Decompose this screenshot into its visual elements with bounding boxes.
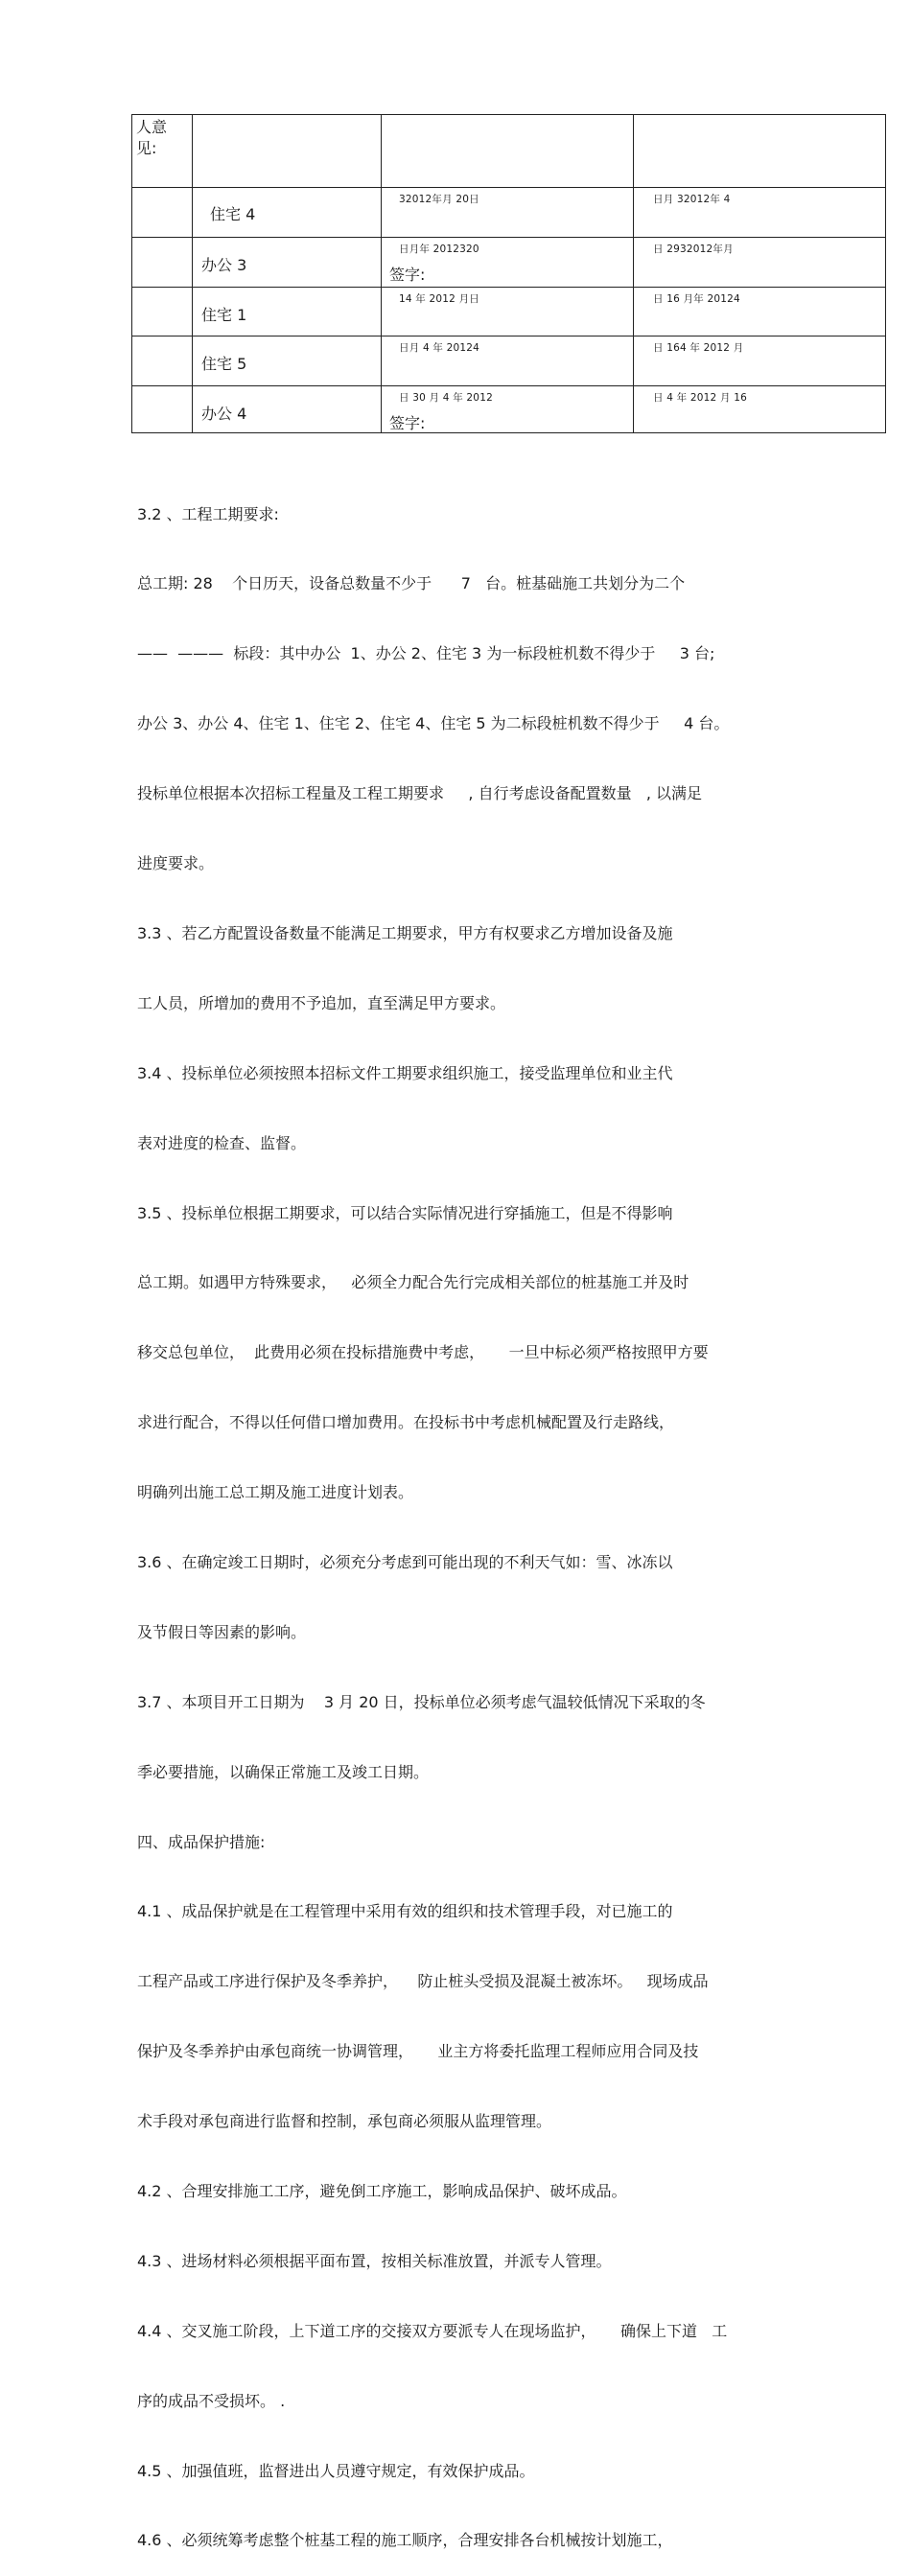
schedule-table	[131, 114, 886, 433]
table-row	[132, 337, 886, 386]
text-line: 4.3 、进场材料必须根据平面布置，按相关标准放置，并派专人管理。	[137, 2251, 612, 2270]
text-line: 求进行配合，不得以任何借口增加费用。在投标书中考虑机械配置及行走路线，	[137, 1413, 675, 1432]
text-line: —— ——— 标段：其中办公 1、办公 2、住宅 3 为一标段桩机数不得少于 3 台;	[137, 644, 715, 663]
table-row	[132, 386, 886, 433]
text-line: 术手段对承包商进行监督和控制，承包商必须服从监理管理。	[137, 2112, 552, 2131]
end-date: 日 2932012年月	[653, 244, 734, 255]
table-row	[132, 188, 886, 238]
empty-cell	[132, 238, 193, 288]
empty-cell	[132, 337, 193, 386]
date-cell	[634, 288, 886, 337]
text-line: 4.4 、交叉施工阶段，上下道工序的交接双方要派专人在现场监护， 确保上下道 工	[137, 2321, 728, 2340]
section-heading: 四、成品保护措施:	[137, 1832, 266, 1851]
opinion-label-line2: 见:	[136, 139, 157, 157]
date-cell	[634, 188, 886, 238]
date-cell	[634, 238, 886, 288]
text-line: 4.5 、加强值班，监督进出人员遵守规定，有效保护成品。	[137, 2461, 535, 2480]
text-line: 3.6 、在确定竣工日期时，必须充分考虑到可能出现的不利天气如：雪、冰冻以	[137, 1552, 673, 1571]
text-line: 工人员，所增加的费用不予追加，直至满足甲方要求。	[137, 993, 506, 1012]
date-cell	[382, 188, 634, 238]
text-line: 及节假日等因素的影响。	[137, 1622, 307, 1641]
text-line: 总工期。如遇甲方特殊要求， 必须全力配合先行完成相关部位的桩基施工并及时	[137, 1273, 689, 1292]
end-date: 日 4 年 2012 月 16	[653, 392, 747, 404]
section-heading: 3.2 、工程工期要求:	[137, 504, 279, 523]
opinion-row	[132, 115, 886, 188]
empty-cell	[132, 188, 193, 238]
date-cell	[634, 337, 886, 386]
date-cell	[382, 337, 634, 386]
start-date: 日月 4 年 20124	[399, 342, 479, 354]
building-name: 住宅 4	[210, 205, 256, 223]
text-line: 4.1 、成品保护就是在工程管理中采用有效的组织和技术管理手段，对已施工的	[137, 1902, 673, 1921]
opinion-label-line1: 人意	[136, 118, 168, 136]
table-row	[132, 238, 886, 288]
text-line: 3.5 、投标单位根据工期要求，可以结合实际情况进行穿插施工，但是不得影响	[137, 1203, 673, 1222]
end-date: 日 16 月年 20124	[653, 293, 740, 305]
document-body	[137, 456, 789, 2576]
text-line: 总工期: 28 个日历天，设备总数量不少于 7 台。桩基础施工共划分为二个	[137, 574, 686, 593]
signature-label: 签字:	[389, 414, 426, 432]
start-date: 14 年 2012 月日	[399, 293, 479, 305]
building-name: 办公 4	[201, 405, 247, 423]
text-line: 序的成品不受损坏。 .	[137, 2391, 286, 2410]
start-date: 日月年 2012320	[399, 244, 479, 255]
signature-label: 签字:	[389, 266, 426, 284]
building-cell	[193, 386, 382, 433]
date-cell	[382, 238, 634, 288]
empty-cell	[634, 115, 886, 188]
building-cell	[193, 288, 382, 337]
text-line: 4.6 、必须统筹考虑整个桩基工程的施工顺序，合理安排各台机械按计划施工，	[137, 2531, 673, 2550]
building-cell	[193, 238, 382, 288]
date-cell	[382, 386, 634, 433]
building-name: 办公 3	[201, 256, 247, 274]
start-date: 日 30 月 4 年 2012	[399, 392, 493, 404]
start-date: 32012年月 20日	[399, 194, 479, 205]
opinion-label-cell	[132, 115, 193, 188]
empty-cell	[132, 288, 193, 337]
building-name: 住宅 5	[201, 355, 247, 373]
text-line: 3.3 、若乙方配置设备数量不能满足工期要求，甲方有权要求乙方增加设备及施	[137, 923, 673, 942]
date-cell	[634, 386, 886, 433]
empty-cell	[382, 115, 634, 188]
empty-cell	[193, 115, 382, 188]
text-line: 保护及冬季养护由承包商统一协调管理， 业主方将委托监理工程师应用合同及技	[137, 2042, 699, 2061]
text-line: 明确列出施工总工期及施工进度计划表。	[137, 1483, 414, 1502]
empty-cell	[132, 386, 193, 433]
text-line: 移交总包单位， 此费用必须在投标措施费中考虑， 一旦中标必须严格按照甲方要	[137, 1343, 709, 1362]
text-line: 工程产品或工序进行保护及冬季养护， 防止桩头受损及混凝土被冻坏。 现场成品	[137, 1972, 709, 1991]
date-cell	[382, 288, 634, 337]
text-line: 4.2 、合理安排施工工序，避免倒工序施工，影响成品保护、破坏成品。	[137, 2181, 627, 2200]
text-line: 进度要求。	[137, 854, 215, 873]
end-date: 日月 32012年 4	[653, 194, 731, 205]
table-row	[132, 288, 886, 337]
text-line: 3.7 、本项目开工日期为 3 月 20 日，投标单位必须考虑气温较低情况下采取的冬	[137, 1692, 706, 1711]
building-cell	[193, 188, 382, 238]
text-line: 3.4 、投标单位必须按照本招标文件工期要求组织施工，接受监理单位和业主代	[137, 1063, 673, 1082]
end-date: 日 164 年 2012 月	[653, 342, 744, 354]
text-line: 表对进度的检查、监督。	[137, 1133, 307, 1152]
text-line: 办公 3、办公 4、住宅 1、住宅 2、住宅 4、住宅 5 为二标段桩机数不得少于 4 台。	[137, 714, 730, 733]
text-line: 季必要措施，以确保正常施工及竣工日期。	[137, 1762, 430, 1781]
opinion-label	[132, 115, 192, 159]
text-line: 投标单位根据本次招标工程量及工程工期要求 , 自行考虑设备配置数量 , 以满足	[137, 784, 703, 803]
building-cell	[193, 337, 382, 386]
building-name: 住宅 1	[201, 306, 247, 324]
